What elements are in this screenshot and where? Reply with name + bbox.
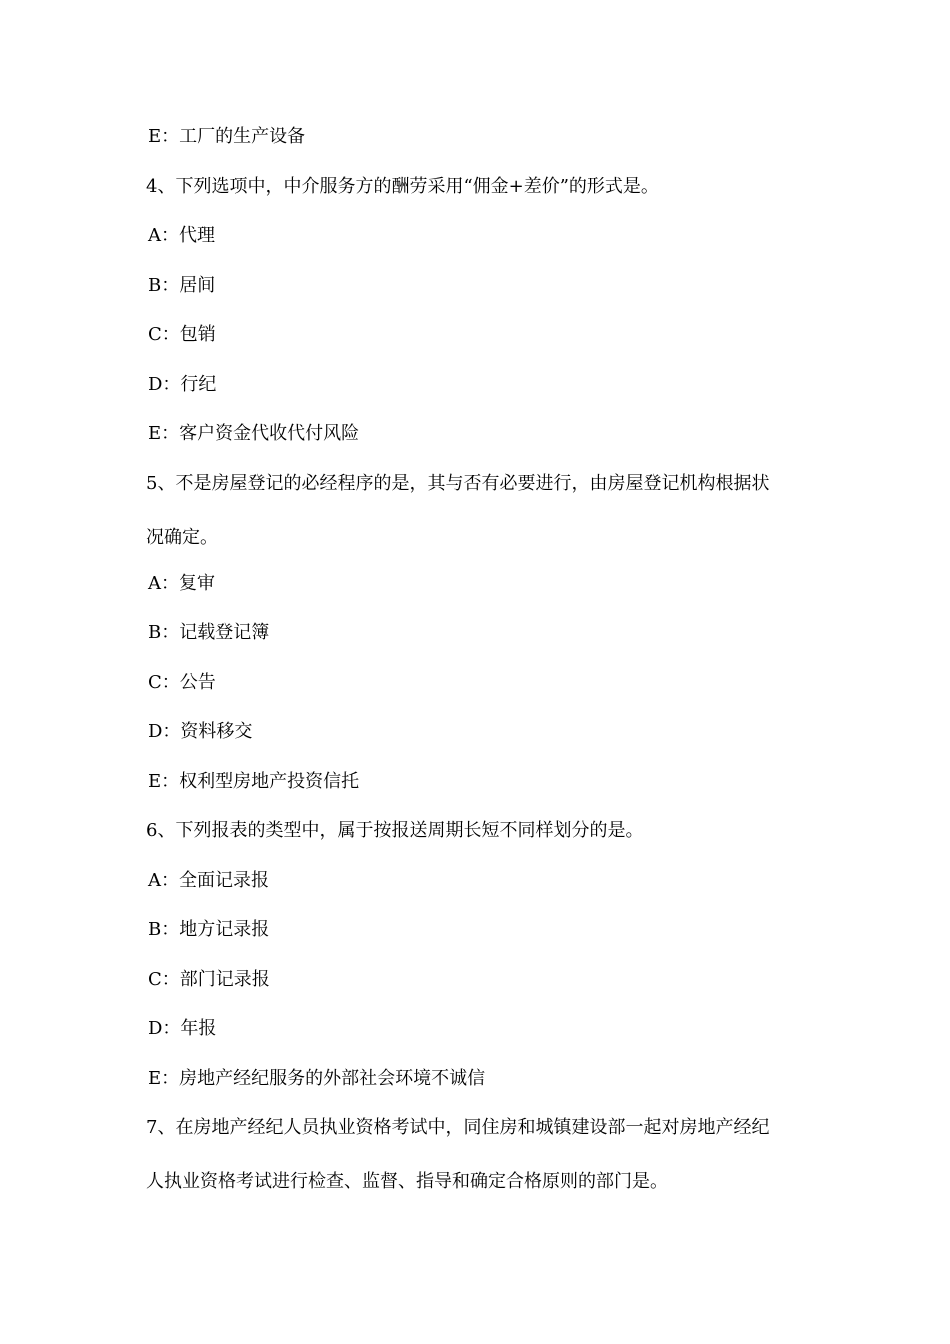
q5-question-line1: 5、不是房屋登记的必经程序的是，其与否有必要进行，由房屋登记机构根据状 (146, 473, 770, 494)
q5-option-c: C：公告 (148, 672, 216, 693)
q7-question-line1: 7、在房地产经纪人员执业资格考试中，同住房和城镇建设部一起对房地产经纪 (146, 1117, 770, 1138)
q4-option-d: D：行纪 (148, 374, 217, 395)
q3-option-e: E：工厂的生产设备 (148, 126, 306, 147)
q4-option-c: C：包销 (148, 324, 216, 345)
q5-option-e: E：权利型房地产投资信托 (148, 771, 360, 792)
q6-option-d: D：年报 (148, 1018, 217, 1039)
q4-question: 4、下列选项中，中介服务方的酬劳采用“佣金+差价”的形式是。 (146, 176, 659, 197)
q5-option-a: A：复审 (148, 573, 215, 594)
q5-option-b: B：记载登记簿 (148, 622, 270, 643)
q6-option-a: A：全面记录报 (148, 870, 269, 891)
q6-option-e: E：房地产经纪服务的外部社会环境不诚信 (148, 1068, 486, 1089)
q6-question: 6、下列报表的类型中，属于按报送周期长短不同样划分的是。 (146, 820, 644, 841)
q4-option-a: A：代理 (148, 225, 215, 246)
q4-option-b: B：居间 (148, 275, 216, 296)
q6-option-c: C：部门记录报 (148, 969, 270, 990)
q7-question-line2: 人执业资格考试进行检查、监督、指导和确定合格原则的部门是。 (146, 1171, 668, 1192)
q5-option-d: D：资料移交 (148, 721, 253, 742)
q4-option-e: E：客户资金代收代付风险 (148, 423, 360, 444)
q5-question-line2: 况确定。 (146, 527, 218, 548)
q6-option-b: B：地方记录报 (148, 919, 270, 940)
